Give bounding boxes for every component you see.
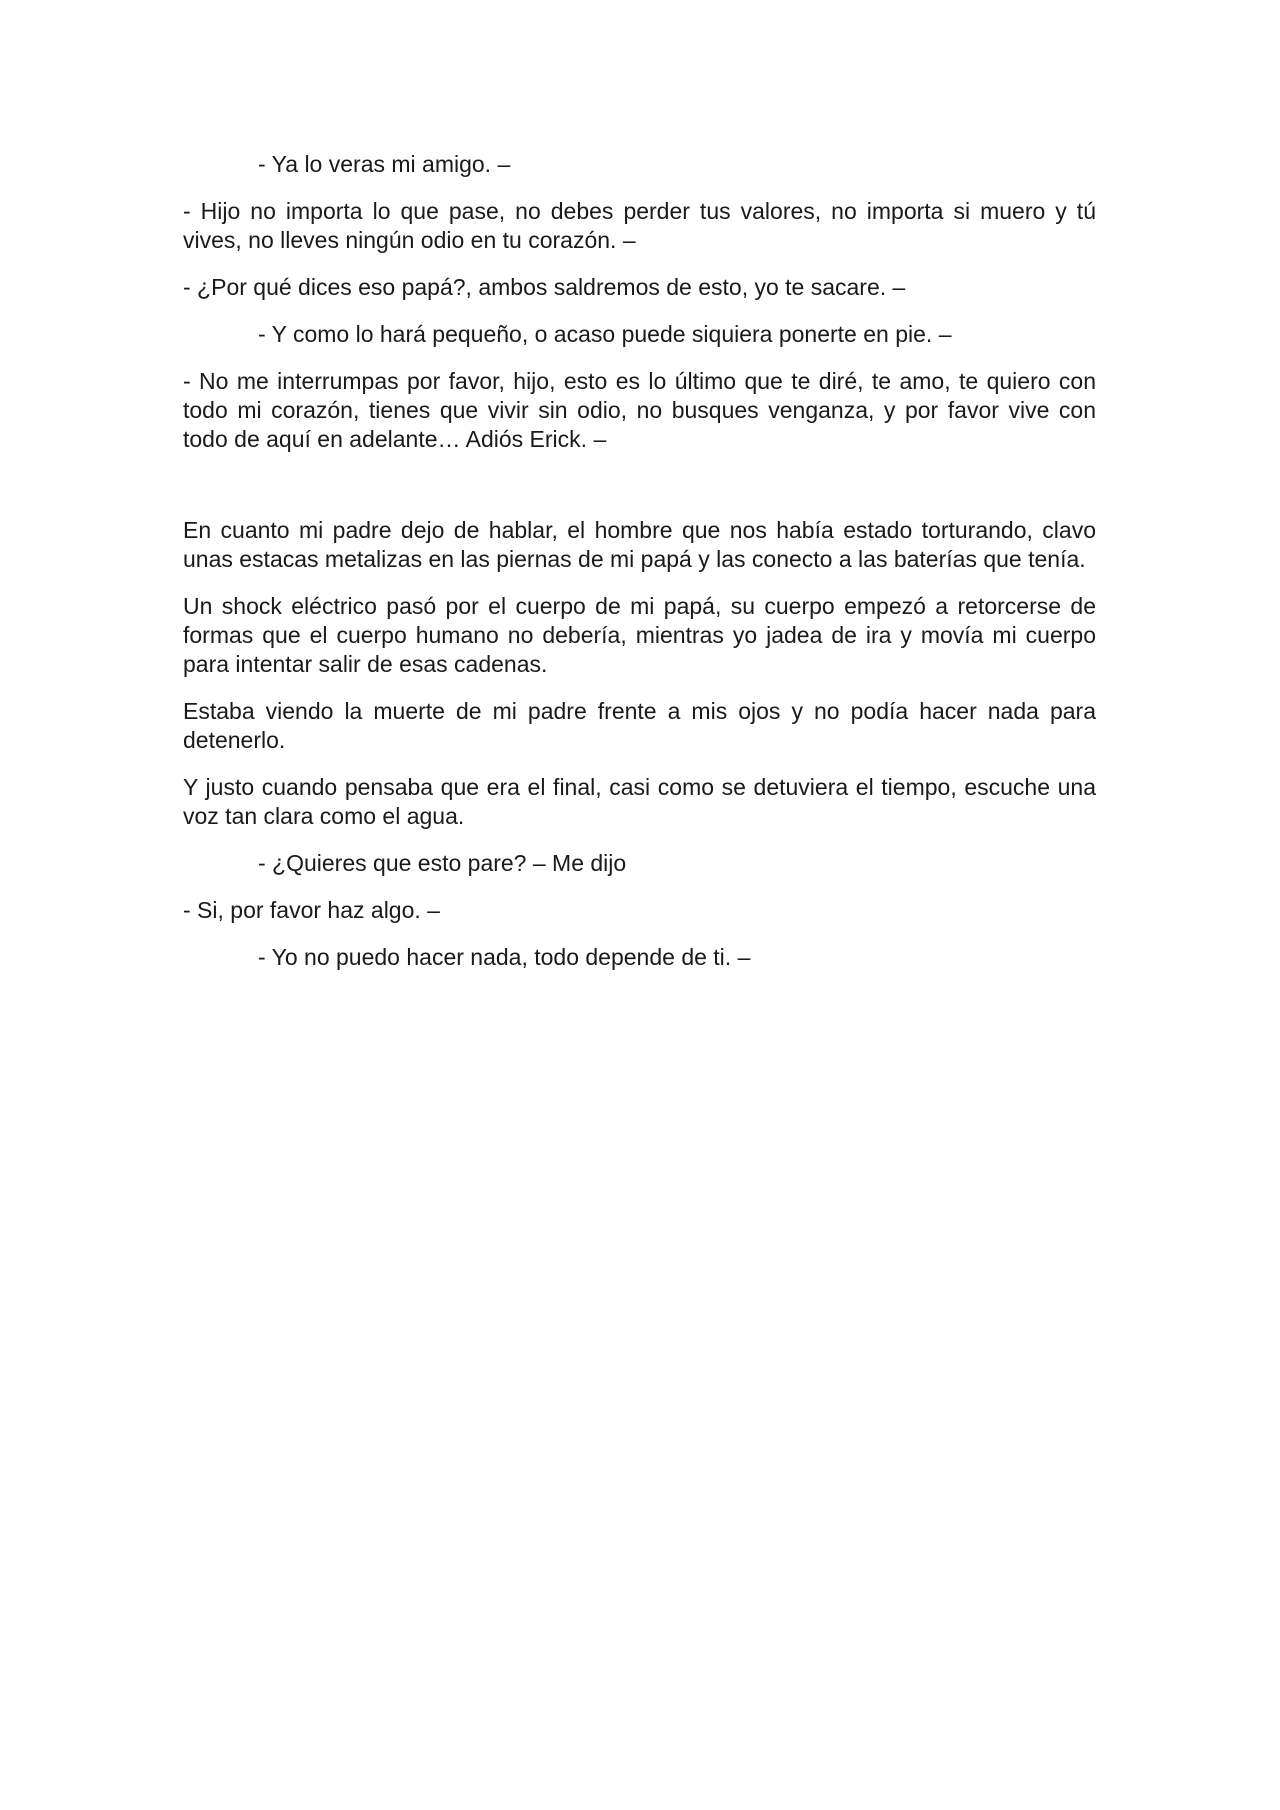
dialogue-line: - Yo no puedo hacer nada, todo depende de ti. – (258, 944, 751, 970)
dialogue-line: - ¿Por qué dices eso papá?, ambos saldremos de esto, yo te sacare. – (183, 274, 906, 300)
dialogue-line: - Hijo no importa lo que pase, no debes perder tus valores, no importa si muero y tú vives, no lleves ningún odio en tu corazón. – (183, 198, 1096, 253)
document-body (183, 150, 1096, 990)
dialogue-line: - No me interrumpas por favor, hijo, esto es lo último que te diré, te amo, te quiero con todo mi corazón, tienes que vivir sin odio, no busques venganza, y por favor vive con todo de aquí en adelante… Adiós Erick. – (183, 368, 1096, 452)
dialogue-line: - Si, por favor haz algo. – (183, 897, 440, 923)
narrative-paragraph: En cuanto mi padre dejo de hablar, el hombre que nos había estado torturando, clavo unas estacas metalizas en las piernas de mi papá y las conecto a las baterías que tenía. (183, 517, 1096, 572)
dialogue-line: - ¿Quieres que esto pare? – Me dijo (258, 850, 627, 876)
dialogue-line: - Ya lo veras mi amigo. – (258, 151, 511, 177)
paragraph-gap (183, 472, 1096, 516)
dialogue-line: - Y como lo hará pequeño, o acaso puede siquiera ponerte en pie. – (258, 321, 952, 347)
narrative-paragraph: Y justo cuando pensaba que era el final, casi como se detuviera el tiempo, escuche una voz tan clara como el agua. (183, 774, 1096, 829)
narrative-paragraph: Estaba viendo la muerte de mi padre frente a mis ojos y no podía hacer nada para detenerlo. (183, 698, 1096, 753)
narrative-paragraph: Un shock eléctrico pasó por el cuerpo de mi papá, su cuerpo empezó a retorcerse de formas que el cuerpo humano no debería, mientras yo jadea de ira y movía mi cuerpo para intentar salir de esas cadenas. (183, 593, 1096, 677)
